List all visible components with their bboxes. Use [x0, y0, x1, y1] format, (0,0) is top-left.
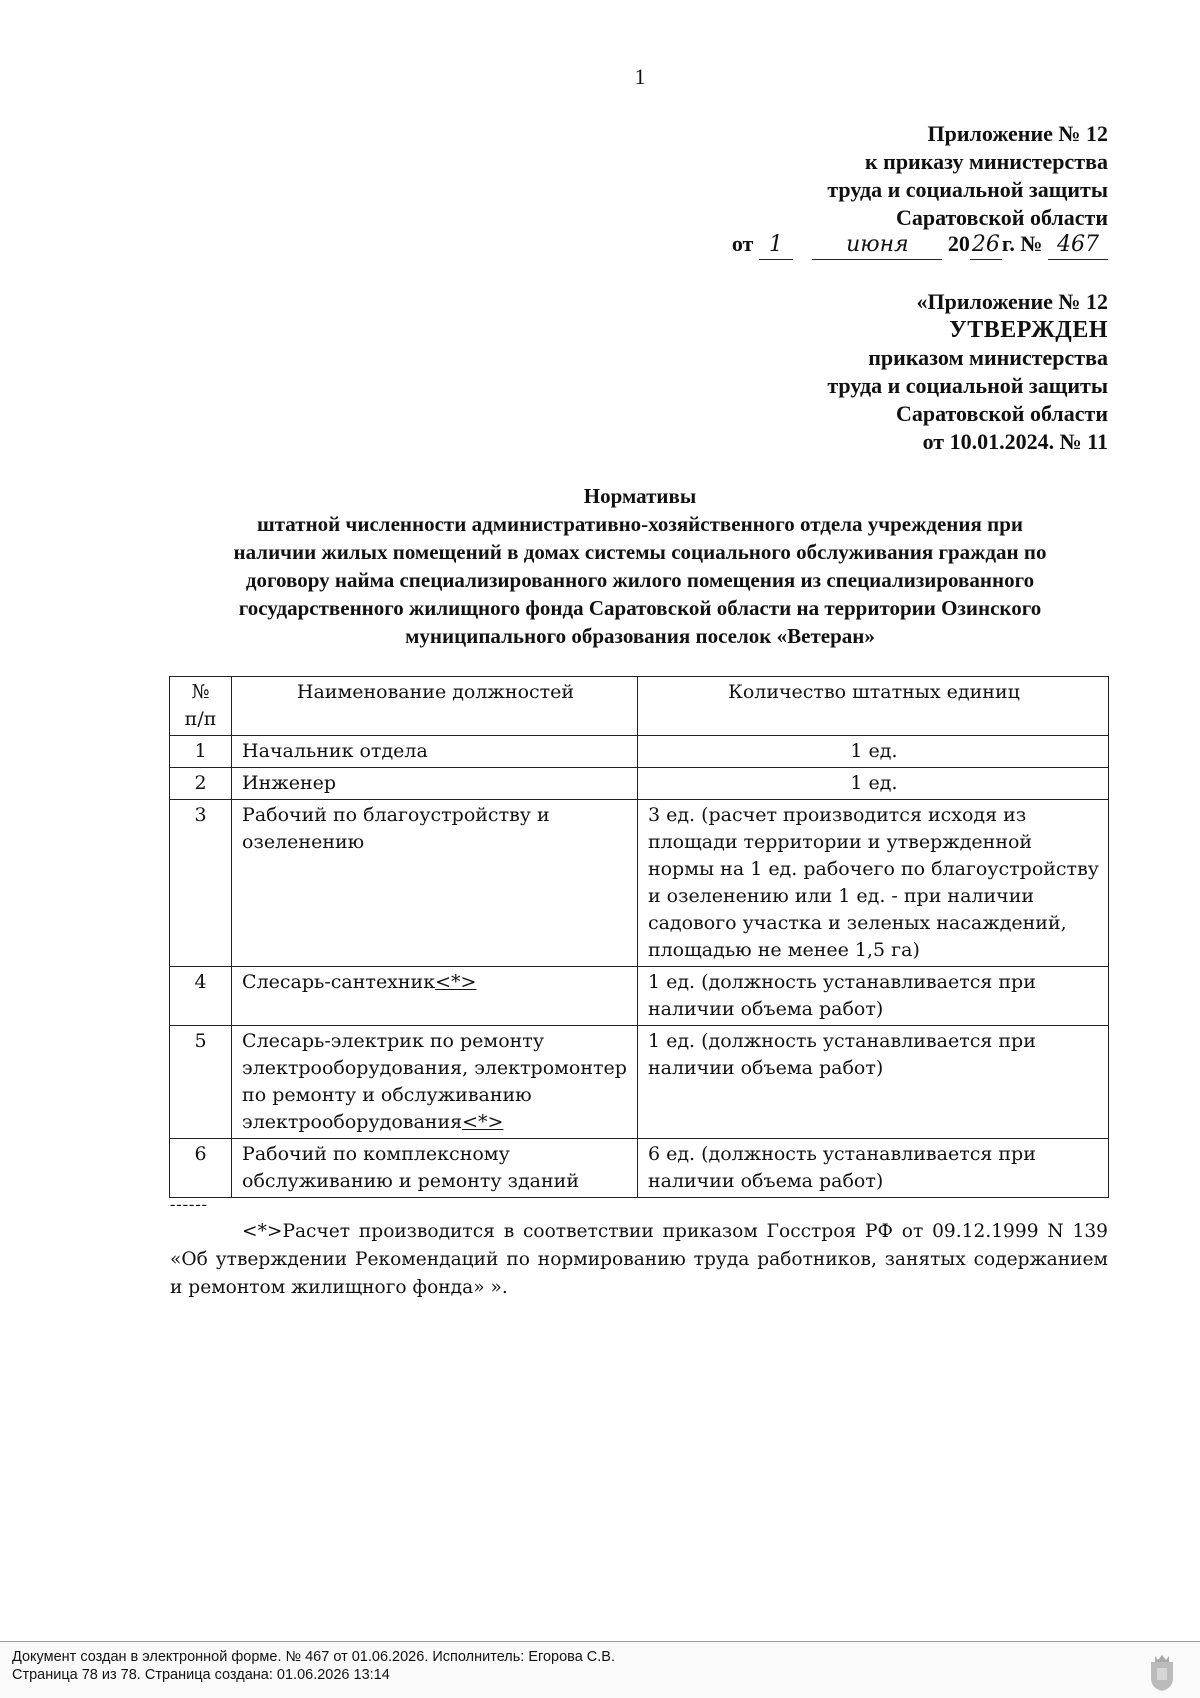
page-number: 1	[634, 64, 646, 89]
footer-line: Страница 78 из 78. Страница создана: 01.06.2026 13:14	[12, 1667, 390, 1683]
title-heading: Нормативы	[583, 484, 697, 508]
order-suffix: г. №	[1001, 231, 1043, 256]
staffing-norms-table	[169, 676, 1109, 1198]
row-staff-units: 3 ед. (расчет производится исходя из площади территории и утвержденной нормы на 1 ед. рабочего по благоустройству и озеленению или 1 ед. - при наличии садового участка и зеленых насаждений, площадью не менее 1,5 га)	[637, 800, 1108, 967]
row-position-text: Слесарь-сантехник	[242, 971, 436, 993]
header-number-line1: №	[191, 681, 210, 703]
year-prefix: 20	[947, 231, 970, 256]
table-row	[170, 800, 1109, 967]
footnote-separator: ------	[170, 1196, 208, 1213]
title-line: наличии жилых помещений в домах системы социального обслуживания граждан по	[233, 540, 1047, 564]
handwritten-number: 467	[1048, 231, 1108, 260]
approval-appendix: «Приложение № 12	[916, 289, 1108, 314]
title-line: муниципального образования поселок «Ветеран»	[405, 624, 875, 648]
row-staff-units: 1 ед.	[637, 768, 1108, 800]
footer-text	[12, 1648, 615, 1684]
appendix-header	[588, 120, 1108, 232]
row-position-name: Рабочий по благоустройству и озеленению	[232, 800, 638, 967]
row-staff-units: 1 ед.	[637, 736, 1108, 768]
handwritten-year: 26	[970, 231, 1002, 260]
document-footer	[0, 1641, 1200, 1698]
approval-line: приказом министерства	[868, 345, 1108, 370]
row-position-name	[232, 967, 638, 1026]
row-number: 6	[170, 1139, 232, 1198]
header-number	[170, 677, 232, 736]
title-line: государственного жилищного фонда Саратовской области на территории Озинского	[238, 596, 1042, 620]
row-position-name: Инженер	[232, 768, 638, 800]
appendix-header-line: труда и социальной защиты	[827, 177, 1108, 202]
table-row	[170, 768, 1109, 800]
row-position-name: Начальник отдела	[232, 736, 638, 768]
footnote-marker-link[interactable]: <*>	[462, 1111, 504, 1133]
footer-line: Документ создан в электронной форме. № 467 от 01.06.2026. Исполнитель: Егорова С.В.	[12, 1649, 616, 1665]
table-row	[170, 736, 1109, 768]
appendix-header-line: Саратовской области	[895, 205, 1108, 230]
row-number: 4	[170, 967, 232, 1026]
appendix-header-line: Приложение № 12	[927, 121, 1108, 146]
approval-approved: УТВЕРЖДЕН	[949, 317, 1108, 343]
row-staff-units: 6 ед. (должность устанавливается при наличии объема работ)	[637, 1139, 1108, 1198]
approval-block	[588, 288, 1108, 456]
order-date-line	[588, 230, 1108, 260]
title-line: договору найма специализированного жилого помещения из специализированного	[245, 568, 1035, 592]
row-number: 3	[170, 800, 232, 967]
appendix-header-line: к приказу министерства	[864, 149, 1108, 174]
row-number: 2	[170, 768, 232, 800]
title-line: штатной численности административно-хозяйственного отдела учреждения при	[257, 512, 1023, 536]
footnote-text: <*>Расчет производится в соответствии приказом Госстроя РФ от 09.12.1999 N 139 «Об утверждении Рекомендаций по нормированию труда работников, занятых содержанием и ремонтом жилищного фонда» ».	[170, 1221, 1108, 1298]
table-row	[170, 1139, 1109, 1198]
header-position-name: Наименование должностей	[232, 677, 638, 736]
document-title	[150, 482, 1130, 650]
handwritten-day: 1	[759, 231, 793, 260]
row-position-name	[232, 1026, 638, 1139]
row-position-text: Слесарь-электрик по ремонту электрооборудования, электромонтер по ремонту и обслуживанию электрооборудования	[242, 1030, 627, 1133]
header-staff-units: Количество штатных единиц	[637, 677, 1108, 736]
coat-of-arms-icon	[1148, 1652, 1176, 1692]
header-number-line2: п/п	[184, 708, 217, 730]
table-header-row	[170, 677, 1109, 736]
table-row	[170, 1026, 1109, 1139]
row-number: 1	[170, 736, 232, 768]
approval-line: труда и социальной защиты	[827, 373, 1108, 398]
handwritten-month: июня	[812, 231, 942, 260]
row-position-name: Рабочий по комплексному обслуживанию и ремонту зданий	[232, 1139, 638, 1198]
row-staff-units: 1 ед. (должность устанавливается при наличии объема работ)	[637, 1026, 1108, 1139]
approval-line: Саратовской области	[895, 401, 1108, 426]
row-number: 5	[170, 1026, 232, 1139]
order-prefix: от	[731, 231, 754, 256]
row-staff-units: 1 ед. (должность устанавливается при наличии объема работ)	[637, 967, 1108, 1026]
footnote-marker-link[interactable]: <*>	[435, 971, 477, 993]
table-row	[170, 967, 1109, 1026]
approval-line: от 10.01.2024. № 11	[922, 429, 1108, 454]
